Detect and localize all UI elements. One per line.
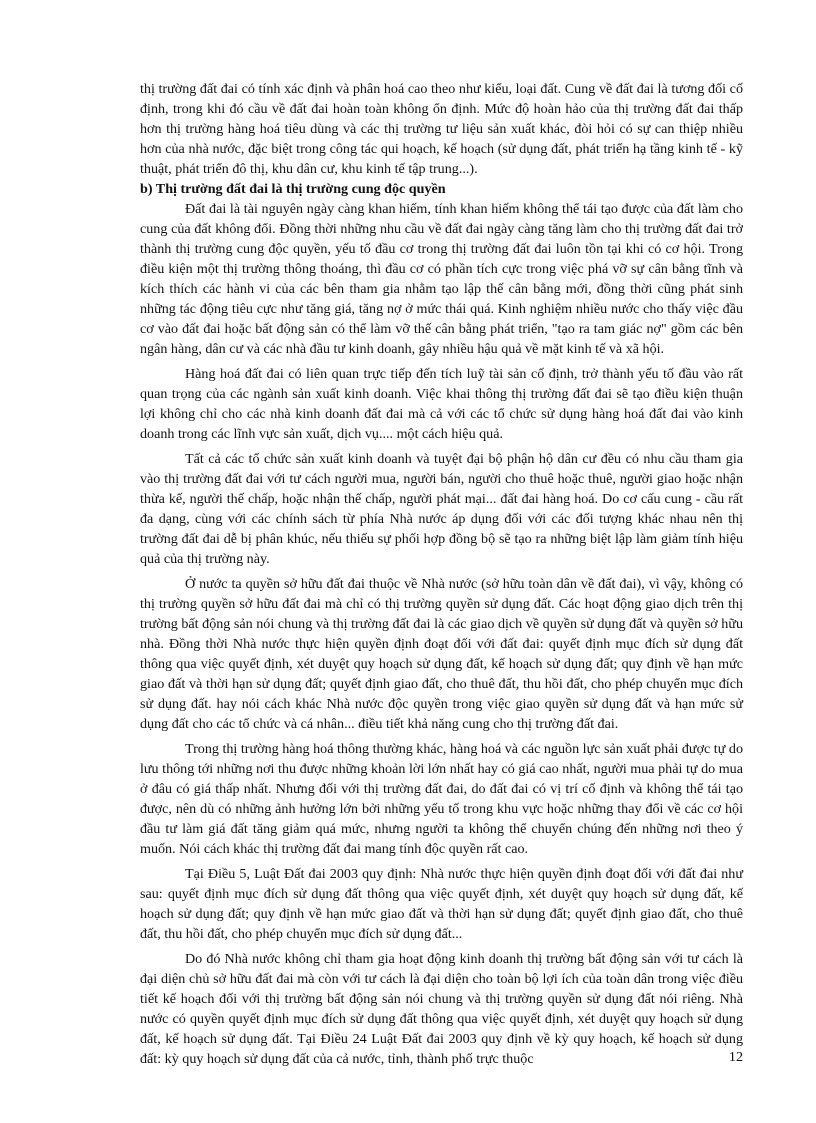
- paragraph: Hàng hoá đất đai có liên quan trực tiếp đến tích luỹ tài sản cố định, trở thành yếu tố đầu vào rất quan trọng của các ngành sản xuất kinh doanh. Việc khai thông thị trường đất đai sẽ tạo điều kiện thuận lợi không chỉ cho các nhà kinh doanh đất đai mà cả với các tổ chức sử dụng hàng hoá đất đai vào kinh doanh trong các lĩnh vực sản xuất, dịch vụ.... một cách hiệu quả.: [140, 366, 743, 442]
- paragraph: Đất đai là tài nguyên ngày càng khan hiếm, tính khan hiếm không thể tái tạo được của đất làm cho cung của đất không đổi. Đồng thời những nhu cầu về đất đai ngày càng tăng làm cho thị trường đất đai trở thành thị trường cung độc quyền, yếu tố đầu cơ trong thị trường đất đai luôn tồn tại khi có cơ hội. Trong điều kiện một thị trường thông thoáng, thì đầu cơ có phần tích cực trong việc phá vỡ sự cân bằng tĩnh và kích thích các hành vi của các bên tham gia nhằm tạo lập thế cân bằng mới, đồng thời cũng phát sinh những tác động tiêu cực như tăng giá, tăng nợ ở mức thái quá. Kinh nghiệm nhiều nước cho thấy việc đầu cơ vào đất đai hoặc bất động sản có thể làm vỡ thế cân bằng phát triển, "tạo ra tam giác nợ" gồm các bên ngân hàng, dân cư và các nhà đầu tư kinh doanh, gây nhiều hậu quả về mặt kinh tế và xã hội.: [140, 201, 743, 357]
- document-page: [140, 79, 743, 1069]
- page-number: 12: [728, 1049, 743, 1065]
- paragraph: Tại Điều 5, Luật Đất đai 2003 quy định: Nhà nước thực hiện quyền định đoạt đối với đất đai như sau: quyết định mục đích sử dụng đất thông qua việc quyết định, xét duyệt quy hoạch sử dụng đất, kế hoạch sử dụng đất; quy định về hạn mức giao đất và thời hạn sử dụng đất; quyết định giao đất, cho thuê đất, thu hồi đất, cho phép chuyển mục đích sử dụng đất...: [140, 866, 743, 942]
- paragraph: Do đó Nhà nước không chỉ tham gia hoạt động kinh doanh thị trường bất động sản với tư cách là đại diện chủ sở hữu đất đai mà còn với tư cách là đại diện cho toàn bộ lợi ích của toàn dân trong việc điều tiết kế hoạch đối với thị trường bất động sản nói chung và thị trường quyền sử dụng đất nói riêng. Nhà nước có quyền quyết định mục đích sử dụng đất thông qua việc quyết định, xét duyệt quy hoạch sử dụng đất, kế hoạch sử dụng đất. Tại Điều 24 Luật Đất đai 2003 quy định về kỳ quy hoạch, kế hoạch sử dụng đất: kỳ quy hoạch sử dụng đất của cả nước, tỉnh, thành phố trực thuộc: [140, 951, 743, 1067]
- section-heading: b) Thị trường đất đai là thị trường cung độc quyền: [140, 181, 446, 197]
- paragraph: Tất cả các tổ chức sản xuất kinh doanh và tuyệt đại bộ phận hộ dân cư đều có nhu cầu tham gia vào thị trường đất đai với tư cách người mua, người bán, người cho thuê hoặc thuê, người giao hoặc nhận thừa kế, người thế chấp, hoặc nhận thế chấp, người phát mại... đất đai hàng hoá. Do cơ cấu cung - cầu rất đa dạng, cùng với các chính sách từ phía Nhà nước áp dụng đối với các đối tượng khác nhau nên thị trường đất đai dễ bị phân khúc, nếu thiếu sự phối hợp đồng bộ sẽ tạo ra những biệt lập làm giảm tính hiệu quả của thị trường này.: [140, 451, 743, 567]
- paragraph: Trong thị trường hàng hoá thông thường khác, hàng hoá và các nguồn lực sản xuất phải được tự do lưu thông tới những nơi thu được những khoản lời lớn nhất hay có giá cao nhất, người mua phải tự do mua ở đâu có giá thấp nhất. Nhưng đối với thị trường đất đai, do đất đai có vị trí cố định và không thể tái tạo được, nên dù có những ảnh hưởng lớn bởi những yếu tố trong khu vực hoặc những thay đổi về các cơ hội đầu tư làm giá đất tăng giảm quá mức, nhưng người ta không thể chuyển chúng đến những nơi theo ý muốn. Nói cách khác thị trường đất đai mang tính độc quyền rất cao.: [140, 741, 743, 857]
- paragraph: Ở nước ta quyền sở hữu đất đai thuộc về Nhà nước (sở hữu toàn dân về đất đai), vì vậy, không có thị trường quyền sở hữu đất đai mà chỉ có thị trường quyền sử dụng đất. Các hoạt động giao dịch trên thị trường bất động sản nói chung và thị trường đất đai là các giao dịch về quyền sử dụng đất và quyền sở hữu nhà. Đồng thời Nhà nước thực hiện quyền định đoạt đối với đất đai: quyết định mục đích sử dụng đất thông qua việc quyết định, xét duyệt quy hoạch sử dụng đất, kế hoạch sử dụng đất; quy định về hạn mức giao đất và thời hạn sử dụng đất; quyết định giao đất, cho thuê đất, thu hồi đất, cho phép chuyển mục đích sử dụng đất. hay nói cách khác Nhà nước độc quyền trong việc giao quyền sử dụng đất và hạn mức sử dụng đất cho các tổ chức và cá nhân... điều tiết khả năng cung cho thị trường đất đai.: [140, 576, 743, 732]
- paragraph-continuation: thị trường đất đai có tính xác định và phân hoá cao theo như kiểu, loại đất. Cung về đất đai là tương đối cố định, trong khi đó cầu về đất đai hoàn toàn không ổn định. Mức độ hoàn hảo của thị trường đất đai thấp hơn thị trường hàng hoá tiêu dùng và các thị trường tư liệu sản xuất khác, đòi hỏi có sự can thiệp nhiều hơn của nhà nước, đặc biệt trong công tác qui hoạch, kế hoạch (sử dụng đất, phát triển hạ tầng kinh tế - kỹ thuật, phát triển đô thị, khu dân cư, khu kinh tế tập trung...).: [140, 81, 743, 177]
